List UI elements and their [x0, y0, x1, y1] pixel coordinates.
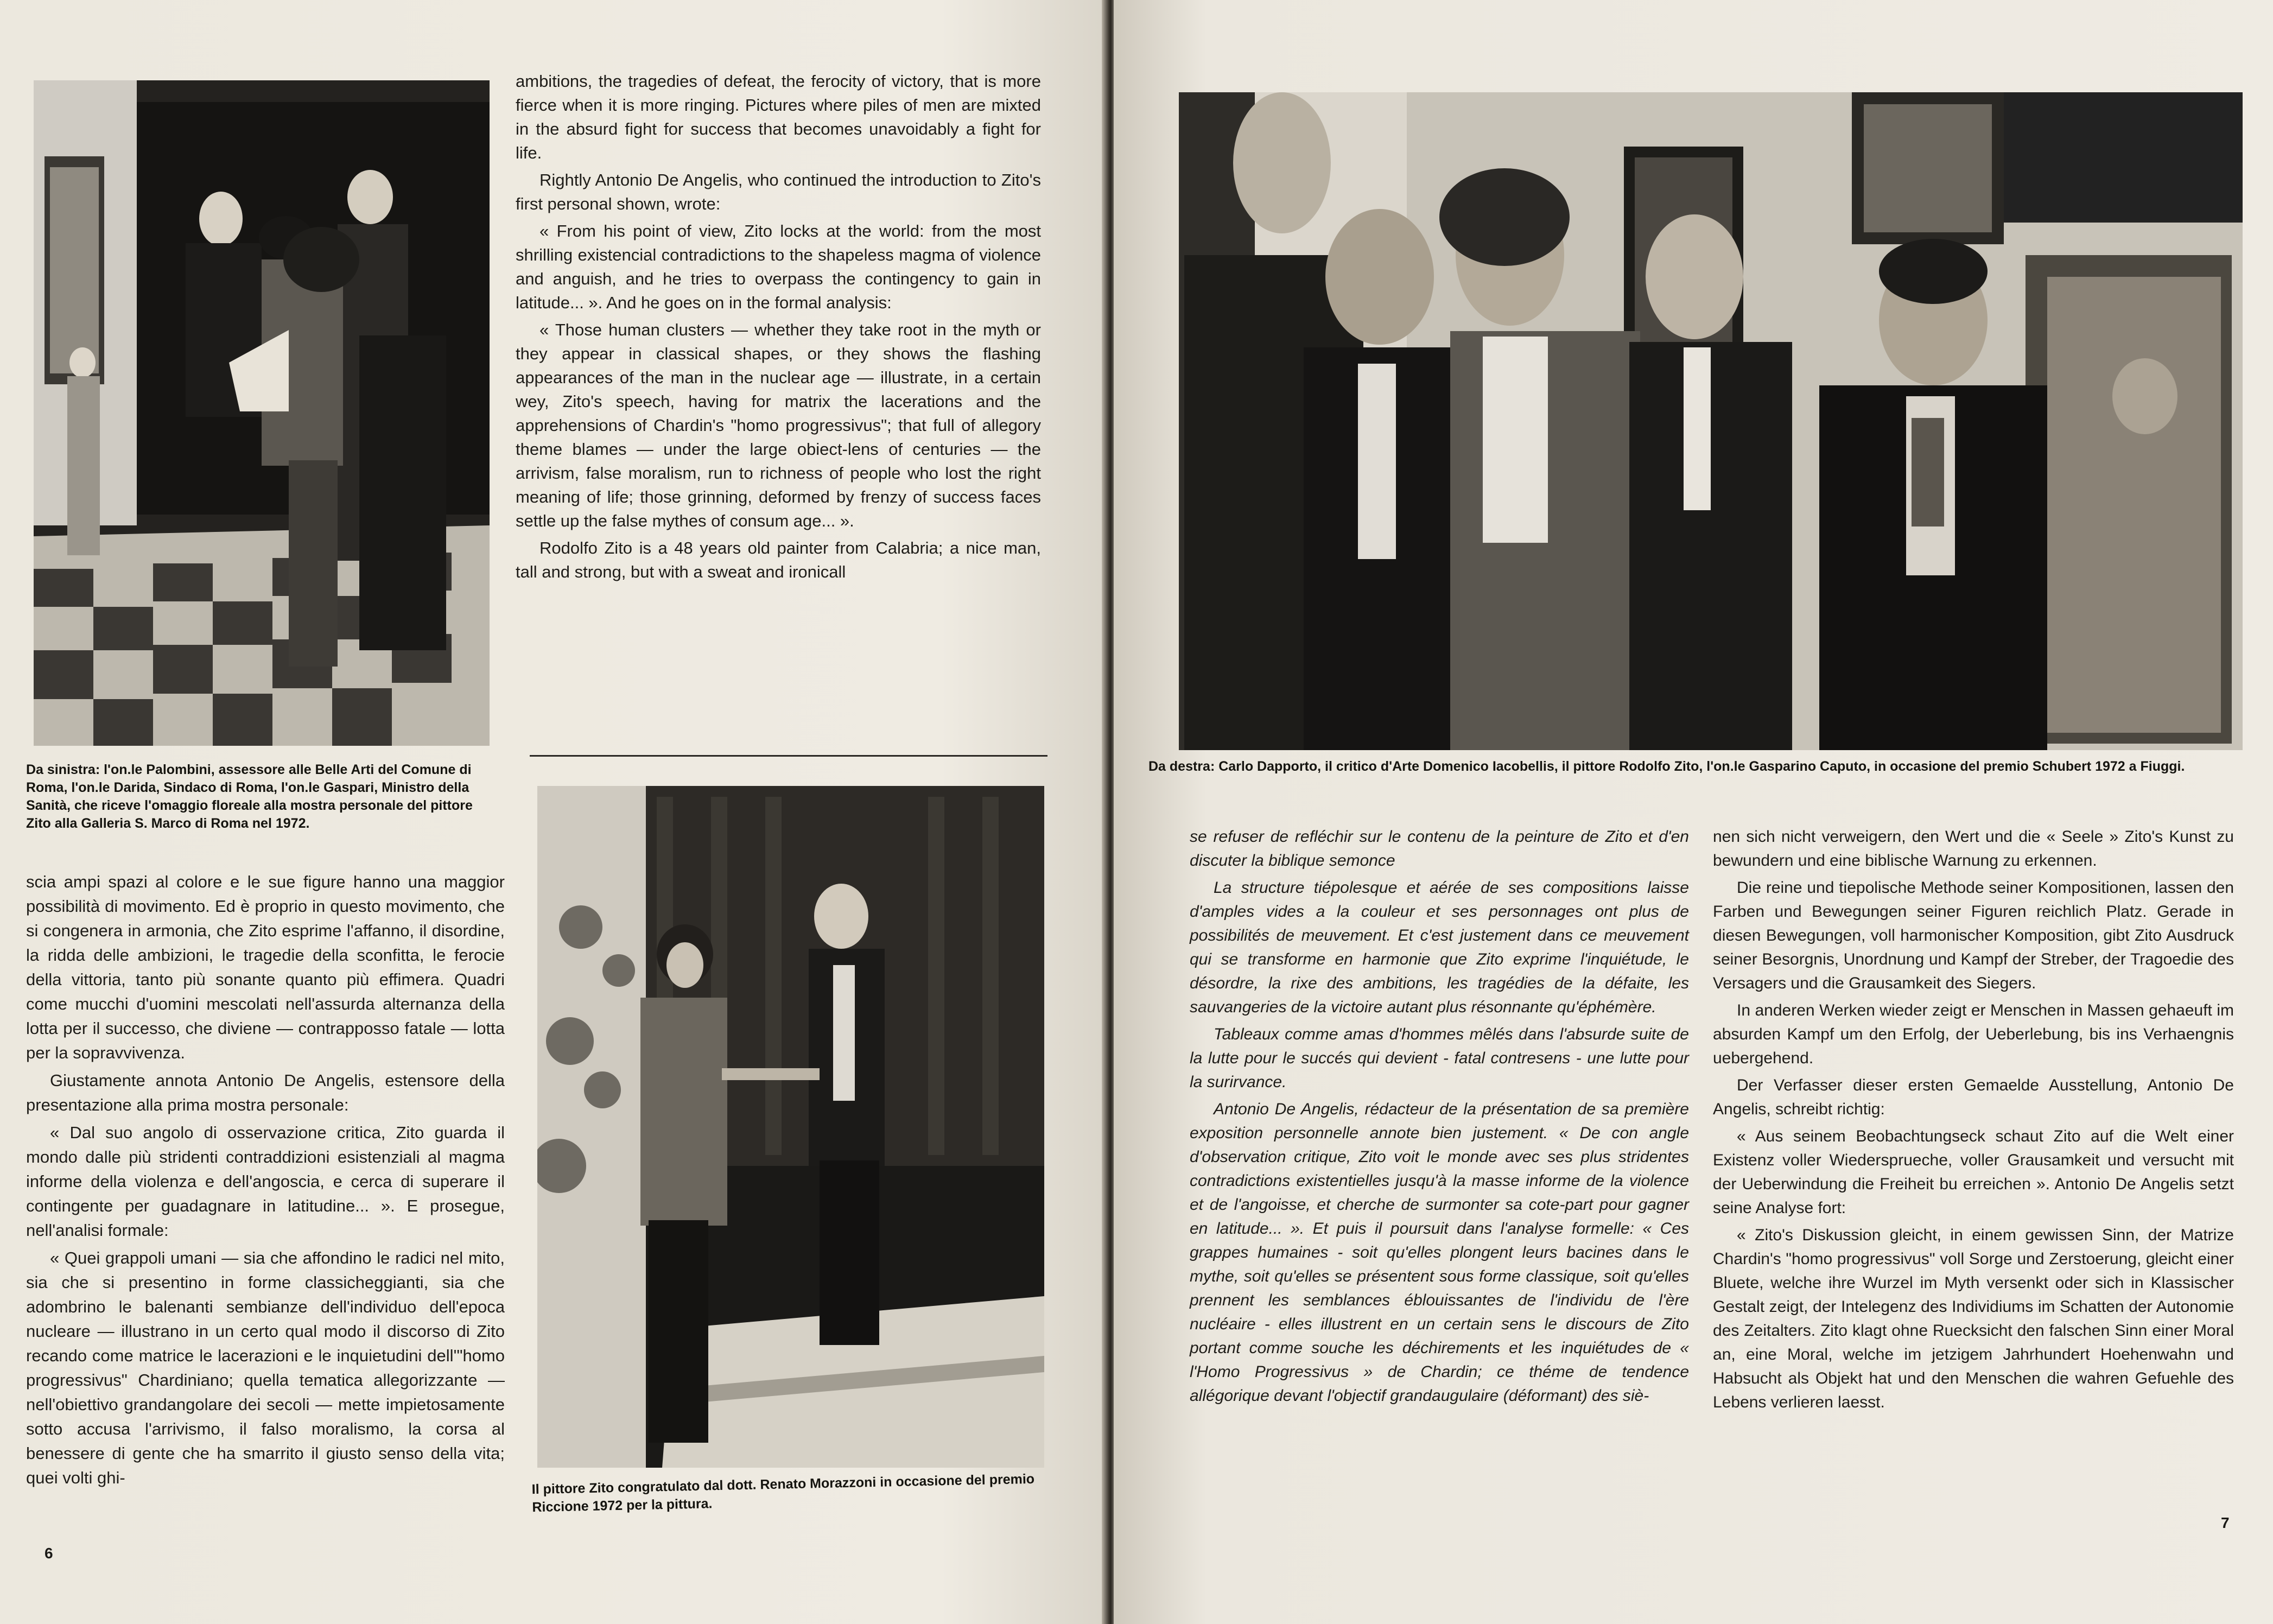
column-divider	[530, 755, 1047, 757]
paragraph: scia ampi spazi al colore e le sue figure hanno una maggior possibilità di movimento. Ed è proprio in questo movimento, che si congenera in armonia, che Zito esprime l'affanno, il disordine, la ridda delle ambizioni, le tragedie della sconfitta, le ferocie della vittoria, tanto più sonante quanto più effimera. Quadri come mucchi d'uomini mescolati nell'assurda alternanza della lotta per il successo, che diviene — contrapposso fatale — lotta per la sopravvivenza.	[26, 872, 505, 1062]
paragraph: Rightly Antonio De Angelis, who continued the introduction to Zito's first personal shown, wrote:	[516, 170, 1041, 213]
page-number-right: 7	[2221, 1514, 2230, 1531]
paragraph: « Aus seinem Beobachtungseck schaut Zito auf die Welt einer Existenz voller Wiedersprueche, voller Grausamkeit und versucht mit der Ueberwindung die Freiheit bu erreichen ». Antonio De Angelis setzt seine Analyse fort:	[1713, 1127, 2234, 1217]
english-text-column	[516, 69, 1041, 587]
paragraph: Rodolfo Zito is a 48 years old painter from Calabria; a nice man, tall and strong, but with a sweat and ironicall	[516, 538, 1041, 581]
handshake-stage-photo	[537, 786, 1044, 1468]
paragraph: Giustamente annota Antonio De Angelis, estensore della presentazione alla prima mostra personale:	[26, 1071, 505, 1114]
right-photo-caption: Da destra: Carlo Dapporto, il critico d'Arte Domenico Iacobellis, il pittore Rodolfo Zito, l'on.le Gasparino Caputo, in occasione del premio Schubert 1972 a Fiuggi.	[1148, 759, 2185, 774]
paragraph: nen sich nicht verweigern, den Wert und die « Seele » Zito's Kunst zu bewundern und eine biblische Warnung zu erkennen.	[1713, 828, 2234, 870]
left-photo-caption: Da sinistra: l'on.le Palombini, assessore alle Belle Arti del Comune di Roma, l'on.le Darida, Sindaco di Roma, l'on.le Gaspari, Ministro della Sanità, che riceve l'omaggio floreale alla mostra personale del pittore Zito alla Galleria S. Marco di Roma nel 1972.	[26, 762, 473, 831]
paragraph: « Dal suo angolo di osservazione critica, Zito guarda il mondo dalle più stridenti contraddizioni esistenziali al magma informe della violenza e dell'angoscia, e cerca di superare il contingente per guadagnare in latitudine... ». E prosegue, nell'analisi formale:	[26, 1123, 505, 1240]
paragraph: se refuser de refléchir sur le contenu de la peinture de Zito et d'en discuter la biblique semonce	[1190, 828, 1689, 870]
group-portrait-photo	[1179, 92, 2243, 750]
paragraph: Antonio De Angelis, rédacteur de la présentation de sa première exposition personnelle annote bien justement. « De con angle d'observation critique, Zito voit le monde avec ses plus stridentes contradictions existentielles jusqu'à la masse informe de la violence et de l'angoisse, et cherche de surmonter sa cote-part pour gagner en latitude... ». Et puis il poursuit dans l'analyse formelle: « Ces grappes humaines - soit qu'elles plongent leurs bacines dans le mythe, soit qu'elles se présentent sous forme classique, soit qu'elles prennent les semblances éblouissantes de l'individu de l'ère nucléaire - elles illustrent en un certain sens le discours de Zito portant comme souche les déchirements et les inquiétudes de « l'Homo Progressivus » de Chardin; ce théme de tendence allégorique devant l'objectif grandaugulaire (déformant) des siè-	[1190, 1100, 1689, 1405]
paragraph: « Quei grappoli umani — sia che affondino le radici nel mito, sia che si presentino in forme classicheggianti, sia che adombrino le balenanti sembianze dell'individuo dell'epoca nucleare — illustrano in un certo qual modo il discorso di Zito recando come matrice le lacerazioni e le inquietudini dell'"homo progressivus" Chardiniano; quella tematica allegorizzante — nell'obiettivo grandangolare dei secoli — mette impietosamente sotto accusa l'arrivismo, il falso moralismo, la corsa al benessere di gente che ha smarrito il giusto senso della vita; quei volti ghi-	[26, 1248, 505, 1487]
paragraph: « Those human clusters — whether they take root in the myth or they appear in classical shapes, or they shows the flashing appearances of the man in the nuclear age — illustrate, in a certain wey, Zito's speech, having for matrix the lacerations and the apprehensions of Chardin's "homo progressivus"; that full of allegory theme blames — under the large obiect-lens of centuries — the arrivism, false moralism, run to richness of people who lost the right meaning of life; those grinning, deformed by frenzy of success faces settle up the false mythes of consum age... ».	[516, 320, 1041, 530]
paragraph: Die reine und tiepolische Methode seiner Kompositionen, lassen den Farben und Bewegungen seiner Figuren reichlich Platz. Gerade in diesen Bewegungen, voll harmonischer Komposition, gibt Zito Ausdruck seiner Besorgnis, Unordnung und Kampf der Streber, der Tragoedie des Versagers und die Grausamkeit des Siegers.	[1713, 879, 2234, 992]
paragraph: La structure tiépolesque et aérée de ses compositions laisse d'amples vides a la couleur et ses personnages ont plus de possibilités de meuvement. Et c'est justement dans ce meuvement qui se transforme en harmonie que Zito exprime l'inquiétude, le désordre, la rixe des ambitions, les tragédies de la défaite, les sauvangeries de la victoire autant plus résonnante qu'éphémère.	[1190, 879, 1689, 1016]
german-text-column	[1713, 825, 2234, 1418]
paragraph: Tableaux comme amas d'hommes mêlés dans l'absurde suite de la lutte pour le succés qui devient - fatal contresens - une lutte pour la surirvance.	[1190, 1025, 1689, 1091]
middle-photo-caption: Il pittore Zito congratulato dal dott. Renato Morazzoni in occasione del premio Riccione 1972 per la pittura.	[531, 1471, 1035, 1515]
right-page	[1114, 0, 2273, 1624]
paragraph: In anderen Werken wieder zeigt er Menschen in Massen gehaeuft im absurden Kampf um den Erfolg, der Ueberlebung, bis ins Verhaengnis uebergehend.	[1713, 1001, 2234, 1067]
italian-text-column	[26, 870, 505, 1493]
left-page	[0, 0, 1107, 1624]
french-text-column	[1190, 825, 1689, 1411]
paragraph: ambitions, the tragedies of defeat, the ferocity of victory, that is more fierce when it is more ringing. Pictures where piles of men are mixted in the absurd fight for success that becomes unavoidably a fight for life.	[516, 72, 1041, 162]
paragraph: Der Verfasser dieser ersten Gemaelde Ausstellung, Antonio De Angelis, schreibt richtig:	[1713, 1076, 2234, 1118]
page-number-left: 6	[45, 1545, 53, 1562]
paragraph: « From his point of view, Zito locks at the world: from the most shrilling existencial contradictions to the shapeless magma of violence and anguish, and he tries to overpass the contingency to gain in latitude... ». And he goes on in the formal analysis:	[516, 221, 1041, 312]
gallery-reception-photo	[34, 80, 490, 746]
paragraph: « Zito's Diskussion gleicht, in einem gewissen Sinn, der Matrize Chardin's "homo progressivus" voll Sorge und Zerstoerung, gleicht einer Bluete, welche ihre Wurzel im Myth versenkt oder sich in Klassischer Gestalt zeigt, der Intelegenz des Individiums im Schatten der Autonomie des Zeitalters. Zito klagt ohne Ruecksicht den falschen Sinn einer Moral an, eine Moral, welche im jetzigem Jahrhundert Hoehenwahn und Habsucht als Objekt hat und den Menschen die wahren Gefuehle des Lebens verlieren laesst.	[1713, 1226, 2234, 1411]
